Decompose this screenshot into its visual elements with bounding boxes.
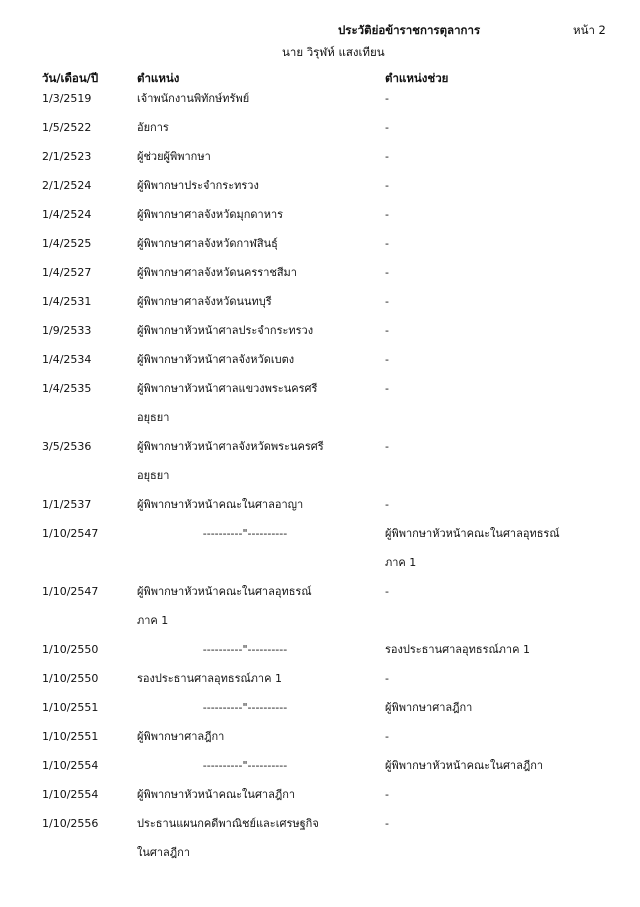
document-title: ประวัติย่อข้าราชการตุลาการ bbox=[338, 23, 481, 37]
row-position bbox=[137, 696, 385, 725]
page-number: หน้า 2 bbox=[573, 23, 606, 37]
row-date bbox=[0, 435, 137, 464]
row-acting bbox=[385, 754, 640, 783]
row-acting-line: รองประธานศาลอุทธรณ์ภาค 1 bbox=[385, 643, 530, 656]
row-acting-line: - bbox=[385, 121, 389, 134]
row-date-text: 1/4/2534 bbox=[42, 353, 92, 366]
row-date-text: 1/10/2556 bbox=[42, 817, 99, 830]
row-date-text: 1/10/2551 bbox=[42, 701, 99, 714]
table-row bbox=[0, 232, 640, 261]
row-date-text: 1/10/2550 bbox=[42, 643, 99, 656]
row-acting bbox=[385, 116, 640, 145]
table-row bbox=[0, 261, 640, 290]
row-position bbox=[137, 638, 385, 667]
row-date bbox=[0, 783, 137, 812]
table-row bbox=[0, 87, 640, 116]
row-date-text: 1/10/2551 bbox=[42, 730, 99, 743]
row-position bbox=[137, 87, 385, 116]
row-date bbox=[0, 754, 137, 783]
row-acting bbox=[385, 174, 640, 203]
row-date bbox=[0, 232, 137, 261]
row-date-text: 1/10/2547 bbox=[42, 585, 99, 598]
row-date bbox=[0, 667, 137, 696]
row-position bbox=[137, 493, 385, 522]
row-date bbox=[0, 290, 137, 319]
row-date bbox=[0, 145, 137, 174]
row-position-line: ผู้พิพากษาศาลจังหวัดนครราชสีมา bbox=[137, 266, 297, 279]
row-position-line: ผู้พิพากษาศาลจังหวัดนนทบุรี bbox=[137, 295, 272, 308]
row-position bbox=[137, 580, 385, 638]
row-date bbox=[0, 696, 137, 725]
row-acting-line: - bbox=[385, 179, 389, 192]
row-position-line: ผู้พิพากษาหัวหน้าคณะในศาลฎีกา bbox=[137, 788, 296, 801]
row-date-text: 2/1/2524 bbox=[42, 179, 92, 192]
column-header-date: วัน/เดือน/ปี bbox=[42, 71, 99, 85]
row-position-line: ผู้พิพากษาศาลฎีกา bbox=[137, 730, 225, 743]
row-acting-line: - bbox=[385, 730, 389, 743]
row-position-line: ประธานแผนกคดีพาณิชย์และเศรษฐกิจ bbox=[137, 817, 319, 830]
row-date-text: 1/4/2527 bbox=[42, 266, 92, 279]
row-position bbox=[137, 261, 385, 290]
row-position-line: ผู้พิพากษาศาลจังหวัดกาฬสินธุ์ bbox=[137, 237, 278, 250]
row-position-line: ผู้พิพากษาศาลจังหวัดมุกดาหาร bbox=[137, 208, 284, 221]
table-row bbox=[0, 319, 640, 348]
row-date bbox=[0, 261, 137, 290]
row-acting-line: - bbox=[385, 672, 389, 685]
row-acting bbox=[385, 145, 640, 174]
row-position bbox=[137, 116, 385, 145]
row-date bbox=[0, 377, 137, 406]
row-date-text: 1/9/2533 bbox=[42, 324, 92, 337]
column-header-acting: ตำแหน่งช่วย bbox=[385, 71, 449, 85]
row-acting-line: - bbox=[385, 150, 389, 163]
row-acting-line bbox=[385, 609, 640, 638]
ditto-mark: ----------"---------- bbox=[202, 643, 288, 656]
row-position-line: ผู้ช่วยผู้พิพากษา bbox=[137, 150, 211, 163]
row-position-line: เจ้าพนักงานพิทักษ์ทรัพย์ bbox=[137, 92, 250, 105]
row-acting-line: - bbox=[385, 324, 389, 337]
table-row bbox=[0, 522, 640, 580]
row-position-line: ผู้พิพากษาหัวหน้าคณะในศาลอาญา bbox=[137, 498, 304, 511]
row-date-text: 1/4/2531 bbox=[42, 295, 92, 308]
row-position bbox=[137, 522, 385, 551]
table-row bbox=[0, 783, 640, 812]
row-date bbox=[0, 725, 137, 754]
row-date bbox=[0, 116, 137, 145]
row-acting bbox=[385, 435, 640, 493]
row-date bbox=[0, 348, 137, 377]
row-acting bbox=[385, 580, 640, 638]
row-date bbox=[0, 87, 137, 116]
table-row bbox=[0, 812, 640, 870]
row-position-line: อัยการ bbox=[137, 121, 169, 134]
row-acting-line: - bbox=[385, 237, 389, 250]
row-position-line: รองประธานศาลอุทธรณ์ภาค 1 bbox=[137, 672, 282, 685]
row-acting-line: - bbox=[385, 353, 389, 366]
row-acting-line: - bbox=[385, 92, 389, 105]
person-name: นาย วิรุฬห์ แสงเทียน bbox=[282, 45, 385, 59]
row-date bbox=[0, 319, 137, 348]
row-date-text: 3/5/2536 bbox=[42, 440, 92, 453]
row-position-line: ภาค 1 bbox=[137, 614, 169, 627]
row-acting-line: - bbox=[385, 440, 389, 453]
row-acting-line: - bbox=[385, 817, 389, 830]
row-acting bbox=[385, 783, 640, 812]
table-row bbox=[0, 754, 640, 783]
row-acting bbox=[385, 696, 640, 725]
table-row bbox=[0, 348, 640, 377]
row-date-text: 1/4/2535 bbox=[42, 382, 92, 395]
row-position-line: ผู้พิพากษาหัวหน้าคณะในศาลอุทธรณ์ bbox=[137, 585, 312, 598]
table-row bbox=[0, 290, 640, 319]
row-acting-line: ผู้พิพากษาศาลฎีกา bbox=[385, 701, 473, 714]
row-position bbox=[137, 783, 385, 812]
row-position-line: อยุธยา bbox=[137, 411, 170, 424]
ditto-mark: ----------"---------- bbox=[202, 759, 288, 772]
row-acting bbox=[385, 232, 640, 261]
row-position bbox=[137, 290, 385, 319]
row-position bbox=[137, 232, 385, 261]
row-acting-line: ผู้พิพากษาหัวหน้าคณะในศาลฎีกา bbox=[385, 759, 544, 772]
row-position bbox=[137, 812, 385, 870]
row-acting bbox=[385, 638, 640, 667]
row-date-text: 1/10/2554 bbox=[42, 788, 99, 801]
row-acting bbox=[385, 290, 640, 319]
row-acting bbox=[385, 725, 640, 754]
table-row bbox=[0, 116, 640, 145]
row-acting-line: - bbox=[385, 266, 389, 279]
row-position-line: ผู้พิพากษาหัวหน้าศาลประจำกระทรวง bbox=[137, 324, 314, 337]
row-acting bbox=[385, 493, 640, 522]
row-position bbox=[137, 319, 385, 348]
row-date-text: 1/4/2525 bbox=[42, 237, 92, 250]
row-date bbox=[0, 638, 137, 667]
row-date-text: 1/3/2519 bbox=[42, 92, 92, 105]
ditto-mark: ----------"---------- bbox=[202, 701, 288, 714]
row-acting bbox=[385, 667, 640, 696]
row-acting-line: - bbox=[385, 788, 389, 801]
row-acting-line: - bbox=[385, 382, 389, 395]
row-position-line: ผู้พิพากษาประจำกระทรวง bbox=[137, 179, 259, 192]
table-row bbox=[0, 667, 640, 696]
table-row bbox=[0, 174, 640, 203]
table-row bbox=[0, 377, 640, 435]
row-acting-line bbox=[385, 406, 640, 435]
table-row bbox=[0, 145, 640, 174]
row-acting bbox=[385, 261, 640, 290]
row-position bbox=[137, 754, 385, 783]
row-acting-line: - bbox=[385, 295, 389, 308]
row-date bbox=[0, 203, 137, 232]
row-position bbox=[137, 203, 385, 232]
row-acting-line: - bbox=[385, 208, 389, 221]
table-row bbox=[0, 435, 640, 493]
table-row bbox=[0, 696, 640, 725]
table-row bbox=[0, 493, 640, 522]
row-acting-line bbox=[385, 464, 640, 493]
row-date bbox=[0, 580, 137, 609]
row-acting-line: - bbox=[385, 498, 389, 511]
row-date bbox=[0, 493, 137, 522]
row-date bbox=[0, 522, 137, 551]
row-acting bbox=[385, 319, 640, 348]
row-acting bbox=[385, 812, 640, 870]
row-position bbox=[137, 145, 385, 174]
row-position-line: ในศาลฎีกา bbox=[137, 846, 191, 859]
row-date-text: 1/5/2522 bbox=[42, 121, 92, 134]
row-date-text: 1/10/2547 bbox=[42, 527, 99, 540]
row-position-line: ผู้พิพากษาหัวหน้าศาลแขวงพระนครศรี bbox=[137, 382, 318, 395]
table-row bbox=[0, 203, 640, 232]
row-date-text: 2/1/2523 bbox=[42, 150, 92, 163]
row-acting-line: ภาค 1 bbox=[385, 556, 417, 569]
column-header-position: ตำแหน่ง bbox=[137, 71, 180, 85]
row-acting bbox=[385, 348, 640, 377]
row-acting bbox=[385, 87, 640, 116]
row-position bbox=[137, 348, 385, 377]
row-date-text: 1/10/2554 bbox=[42, 759, 99, 772]
row-date-text: 1/1/2537 bbox=[42, 498, 92, 511]
table-row bbox=[0, 725, 640, 754]
row-date bbox=[0, 174, 137, 203]
row-position bbox=[137, 377, 385, 435]
career-history-table bbox=[0, 87, 640, 870]
row-acting bbox=[385, 522, 640, 580]
row-acting bbox=[385, 377, 640, 435]
row-position bbox=[137, 174, 385, 203]
row-acting-line: - bbox=[385, 585, 389, 598]
row-position bbox=[137, 725, 385, 754]
row-position bbox=[137, 435, 385, 493]
row-date-text: 1/4/2524 bbox=[42, 208, 92, 221]
table-row bbox=[0, 638, 640, 667]
row-position bbox=[137, 667, 385, 696]
row-date bbox=[0, 812, 137, 841]
row-position-line: ผู้พิพากษาหัวหน้าศาลจังหวัดพระนครศรี bbox=[137, 440, 324, 453]
row-position-line: อยุธยา bbox=[137, 469, 170, 482]
row-acting-line: ผู้พิพากษาหัวหน้าคณะในศาลอุทธรณ์ bbox=[385, 527, 560, 540]
row-acting bbox=[385, 203, 640, 232]
table-row bbox=[0, 580, 640, 638]
row-position-line: ผู้พิพากษาหัวหน้าศาลจังหวัดเบตง bbox=[137, 353, 295, 366]
row-acting-line bbox=[385, 841, 640, 870]
ditto-mark: ----------"---------- bbox=[202, 527, 288, 540]
row-date-text: 1/10/2550 bbox=[42, 672, 99, 685]
